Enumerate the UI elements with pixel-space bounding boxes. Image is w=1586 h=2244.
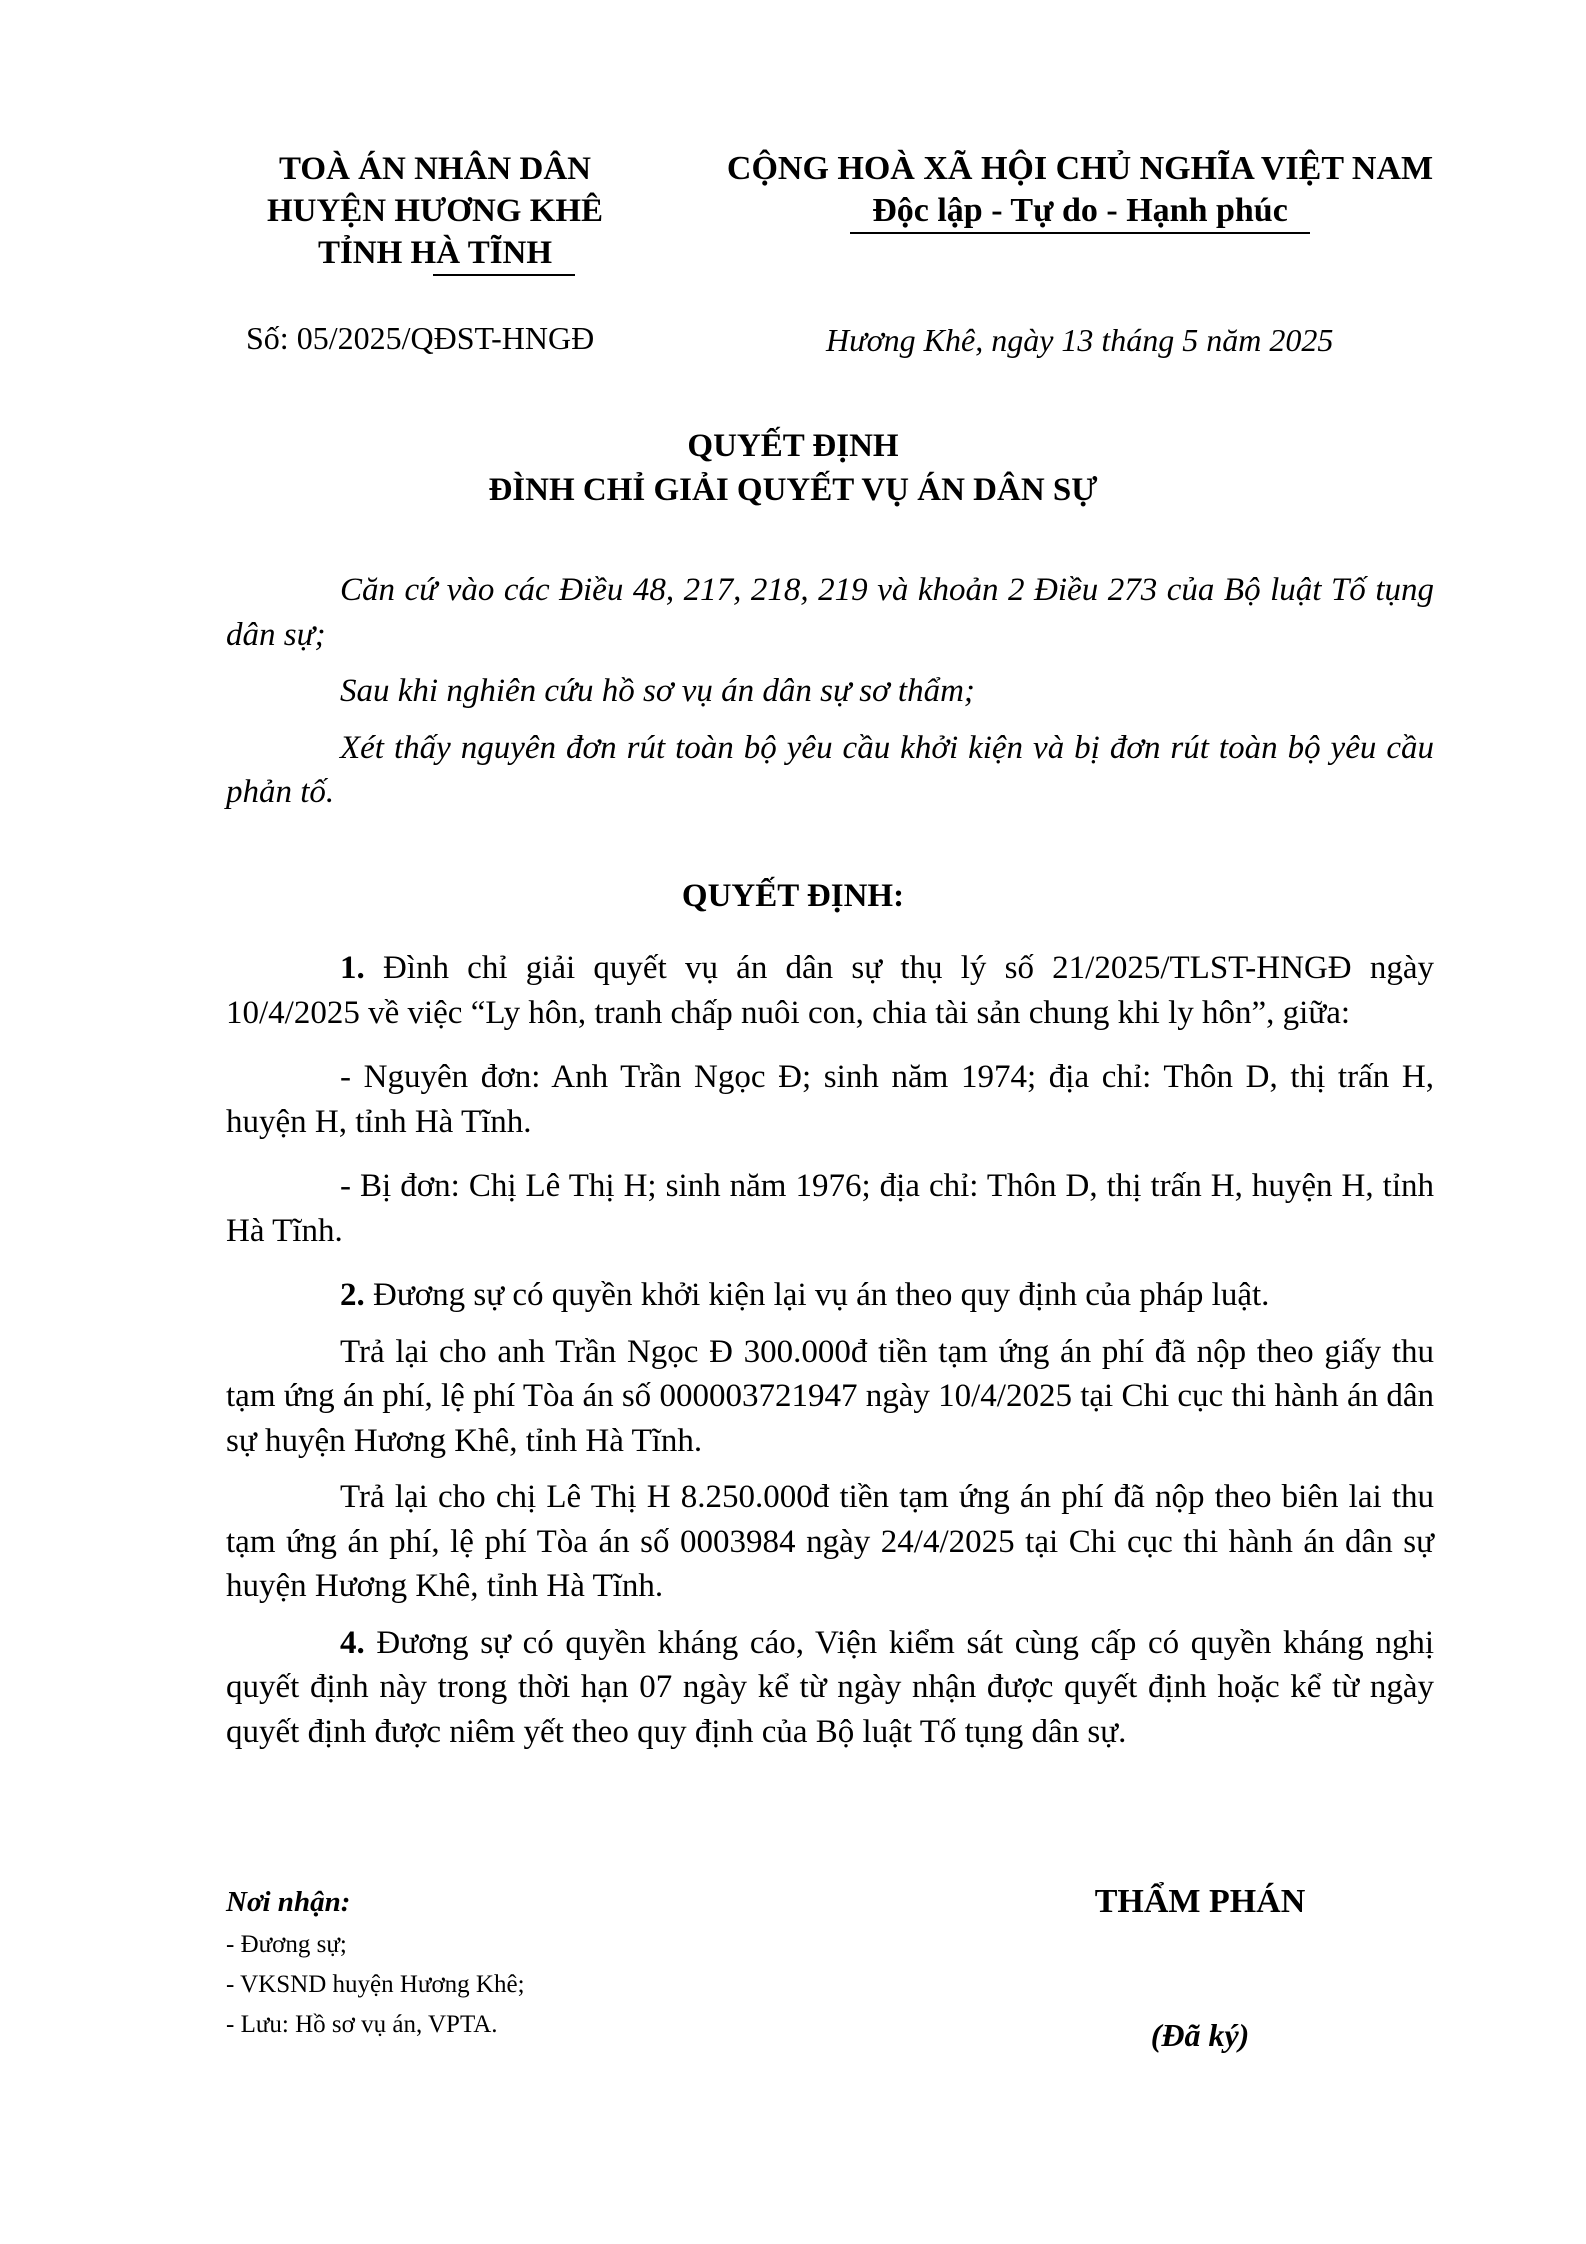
recipients-title: Nơi nhận:	[226, 1886, 351, 1918]
document-subtitle: ĐÌNH CHỈ GIẢI QUYẾT VỤ ÁN DÂN SỰ	[488, 472, 1098, 508]
recipient-item: - Lưu: Hồ sơ vụ án, VPTA.	[226, 2011, 498, 2038]
preamble-review: Sau khi nghiên cứu hồ sơ vụ án dân sự sơ thẩm;	[340, 673, 975, 709]
defendant-info: - Bị đơn: Chị Lê Thị H; sinh năm 1976; địa chỉ: Thôn D, thị trấn H, huyện H, tỉnh Hà Tĩnh.	[226, 1168, 1434, 1249]
decision-item-4	[226, 1621, 1434, 1755]
recipients-block	[226, 1886, 826, 2039]
recipient-item: - Đương sự;	[226, 1931, 347, 1958]
court-name-line1: TOÀ ÁN NHÂN DÂN	[279, 151, 591, 187]
decision-item-2	[226, 1273, 1434, 1318]
signed-note: (Đã ký)	[1150, 2017, 1250, 2053]
item-2-number: 2.	[340, 1277, 365, 1313]
court-name-line3: TỈNH HÀ TĨNH	[317, 235, 553, 271]
refund-defendant: Trả lại cho chị Lê Thị H 8.250.000đ tiền tạm ứng án phí đã nộp theo biên lai thu tạm ứng án phí, lệ phí Tòa án số 0003984 ngày 24/4/2025 tại Chi cục thi hành án dân sự huyện Hương Khê, tỉnh Hà Tĩnh.	[226, 1479, 1434, 1604]
signature-block	[1000, 1883, 1400, 2054]
plaintiff-info: - Nguyên đơn: Anh Trần Ngọc Đ; sinh năm 1974; địa chỉ: Thôn D, thị trấn H, huyện H, tỉnh Hà Tĩnh.	[226, 1059, 1434, 1140]
decision-heading: QUYẾT ĐỊNH:	[681, 878, 905, 914]
item-1-text: Đình chỉ giải quyết vụ án dân sự thụ lý số 21/2025/TLST-HNGĐ ngày 10/4/2025 về việc “Ly hôn, tranh chấp nuôi con, chia tài sản chung khi ly hôn”, giữa:	[226, 950, 1434, 1031]
nation-motto: Độc lập - Tự do - Hạnh phúc	[872, 192, 1288, 229]
refund-plaintiff: Trả lại cho anh Trần Ngọc Đ 300.000đ tiền tạm ứng án phí đã nộp theo giấy thu tạm ứng án phí, lệ phí Tòa án số 000003721947 ngày 10/4/2025 tại Chi cục thi hành án dân sự huyện Hương Khê, tỉnh Hà Tĩnh.	[226, 1333, 1434, 1459]
national-header	[700, 148, 1460, 234]
preamble-legal-basis: Căn cứ vào các Điều 48, 217, 218, 219 và khoản 2 Điều 273 của Bộ luật Tố tụng dân sự;	[226, 572, 1434, 653]
recipient-item: - VKSND huyện Hương Khê;	[226, 1971, 525, 1998]
court-name-line2: HUYỆN HƯƠNG KHÊ	[266, 193, 604, 229]
document-number: Số: 05/2025/QĐST-HNGĐ	[246, 320, 595, 356]
preamble-finding: Xét thấy nguyên đơn rút toàn bộ yêu cầu khởi kiện và bị đơn rút toàn bộ yêu cầu phản tố.	[226, 729, 1434, 810]
item-4-number: 4.	[340, 1624, 365, 1661]
motto-underline	[850, 232, 1310, 234]
court-header	[215, 148, 655, 276]
nation-name: CỘNG HOÀ XÃ HỘI CHỦ NGHĨA VIỆT NAM	[726, 150, 1434, 187]
item-1-number: 1.	[340, 950, 365, 986]
item-4-text: Đương sự có quyền kháng cáo, Viện kiểm sát cùng cấp có quyền kháng nghị quyết định này trong thời hạn 07 ngày kể từ ngày nhận được quyết định hoặc kể từ ngày quyết định được niêm yết theo quy định của Bộ luật Tố tụng dân sự.	[226, 1624, 1434, 1750]
court-underline	[433, 274, 575, 276]
place-date: Hương Khê, ngày 13 tháng 5 năm 2025	[826, 322, 1334, 358]
decision-item-1	[226, 946, 1434, 1035]
signer-title: THẨM PHÁN	[1094, 1883, 1306, 1920]
preamble-block	[226, 568, 1434, 815]
document-title: QUYẾT ĐỊNH	[687, 428, 899, 464]
item-2-text: Đương sự có quyền khởi kiện lại vụ án theo quy định của pháp luật.	[364, 1277, 1270, 1313]
decision-block	[226, 946, 1434, 1754]
